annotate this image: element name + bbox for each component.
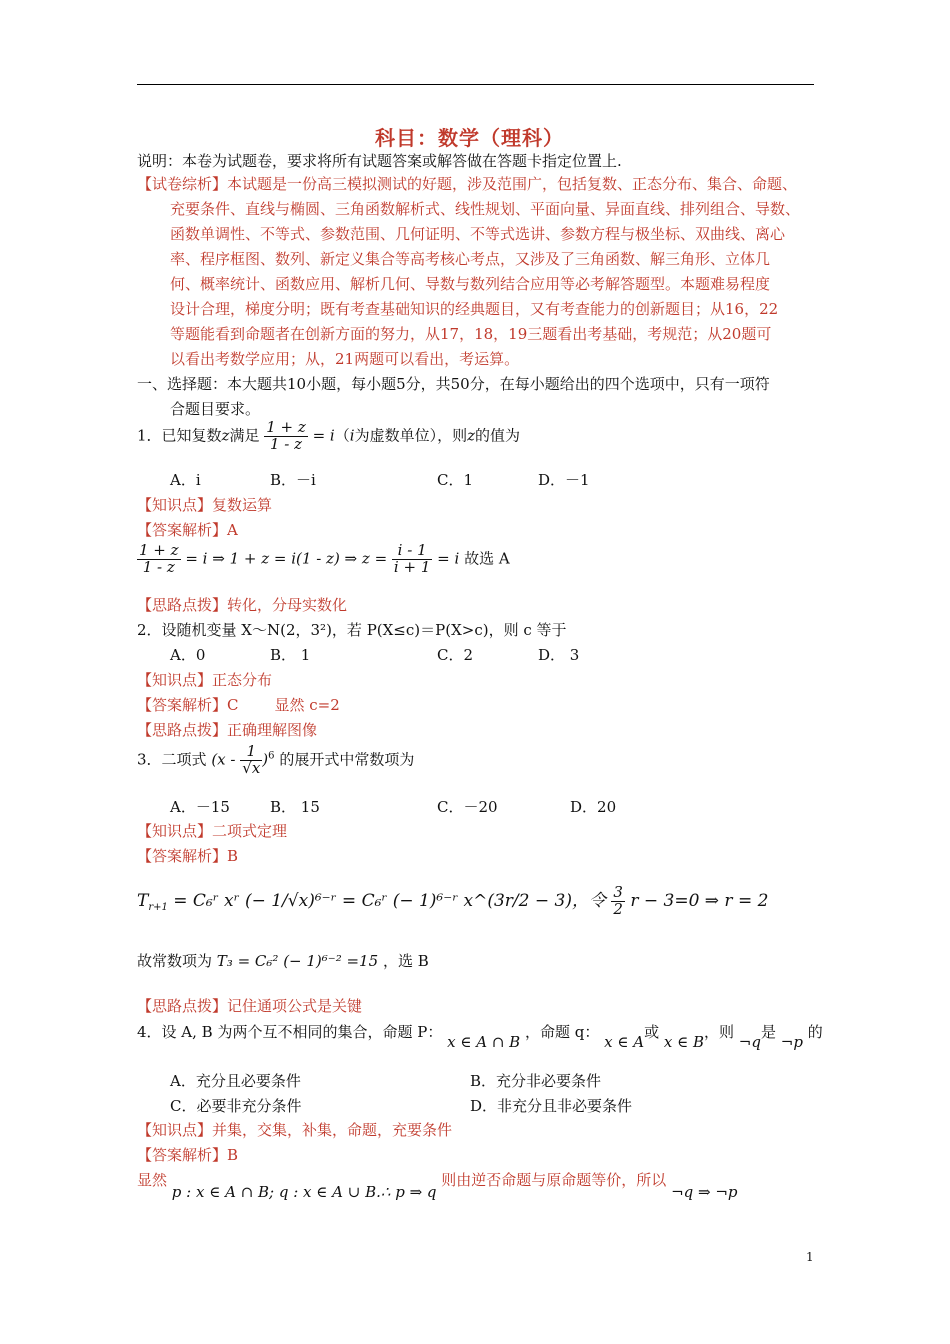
q4-option-c: C．必要非充分条件 bbox=[170, 1097, 302, 1115]
q2-stem: 2．设随机变量 X～N(2，3²)，若 P(X≤c)＝P(X>c)，则 c 等于 bbox=[137, 621, 567, 639]
q4-knowledge: 【知识点】并集，交集，补集，命题，充要条件 bbox=[137, 1121, 453, 1139]
q2-option-b: B． 1 bbox=[270, 646, 311, 664]
q2-tip: 【思路点拨】正确理解图像 bbox=[137, 721, 318, 739]
review-line-8: 以看出考数学应用；从，21两题可以看出，考运算。 bbox=[170, 350, 520, 368]
q4-answer: 【答案解析】B bbox=[137, 1146, 239, 1164]
q1-knowledge: 【知识点】复数运算 bbox=[137, 496, 273, 514]
review-line-5: 何、概率统计、函数应用、解析几何、导数与数列结合应用等必考解答题型。本题难易程度 bbox=[170, 275, 771, 293]
review-line-7: 等题能看到命题者在创新方面的努力，从17，18，19三题看出考基础，考规范；从20题可 bbox=[170, 325, 772, 343]
q1-option-b: B．－i bbox=[270, 471, 316, 489]
review-line-6: 设计合理，梯度分明；既有考查基础知识的经典题目，又有考查能力的创新题目；从16，22 bbox=[170, 300, 779, 318]
review-line-4: 率、程序框图、数列、新定义集合等高考核心考点，又涉及了三角函数、解三角形、立体几 bbox=[170, 250, 771, 268]
section-heading: 一、选择题：本大题共10小题，每小题5分，共50分，在每小题给出的四个选项中，只有一项符 bbox=[137, 375, 770, 393]
q1-answer: 【答案解析】A bbox=[137, 521, 238, 539]
header-rule bbox=[137, 84, 814, 85]
q3-answer: 【答案解析】B bbox=[137, 847, 239, 865]
q2-option-c: C．2 bbox=[437, 646, 474, 664]
review-line-2: 充要条件、直线与椭圆、三角函数解析式、线性规划、平面向量、异面直线、排列组合、导数、 bbox=[170, 200, 801, 218]
q4-option-b: B．充分非必要条件 bbox=[470, 1072, 602, 1090]
q3-option-a: A．－15 bbox=[170, 798, 230, 816]
q3-knowledge: 【知识点】二项式定理 bbox=[137, 822, 288, 840]
q3-option-d: D．20 bbox=[570, 798, 617, 816]
review-tag: 【试卷综析】 bbox=[137, 175, 228, 193]
q2-option-d: D． 3 bbox=[538, 646, 580, 664]
q1-tip: 【思路点拨】转化，分母实数化 bbox=[137, 596, 348, 614]
review-line-3: 函数单调性、不等式、参数范围、几何证明、不等式选讲、参数方程与极坐标、双曲线、离心 bbox=[170, 225, 786, 243]
page-number: 1 bbox=[806, 1250, 814, 1264]
q4-option-d: D．非充分且非必要条件 bbox=[470, 1097, 633, 1115]
review-line-1: 【试卷综析】本试题是一份高三模拟测试的好题，涉及范围广，包括复数、正态分布、集合、命题、 bbox=[137, 175, 798, 193]
q3-tip: 【思路点拨】记住通项公式是关键 bbox=[137, 997, 363, 1015]
q2-answer: 【答案解析】C 显然 c=2 bbox=[137, 696, 340, 714]
q1-stem: 1．已知复数z满足 $\frac{1 + z}{1 - z}$ = i（i为虚数单位），则z的值为 bbox=[137, 418, 520, 453]
page-title: 科目：数学（理科） bbox=[375, 126, 564, 150]
q1-solution: $\frac{1 + z}{1 - z}$ = i ⇒ 1 + z = i(1 - z) ⇒ z = $\frac{i - 1}{i + 1}$ = i 故选 A bbox=[139, 541, 510, 576]
q1-option-d: D．－1 bbox=[538, 471, 590, 489]
q3-option-b: B． 15 bbox=[270, 798, 320, 816]
q2-option-a: A．0 bbox=[170, 646, 206, 664]
q3-stem: 3．二项式 (x - $\frac{1}{√x}$ )$^6$ 的展开式中常数项为 bbox=[137, 742, 415, 777]
q1-option-c: C．1 bbox=[437, 471, 474, 489]
q4-stem: 4．设 A, B 为两个互不相同的集合，命题 P： x ∈ A ∩ B ，命题 q： x ∈ A或 x ∈ B，则 ¬q是 ¬p 的 bbox=[137, 1023, 823, 1051]
intro-note: 说明：本卷为试题卷，要求将所有试题答案或解答做在答题卡指定位置上. bbox=[137, 152, 622, 170]
q4-option-a: A．充分且必要条件 bbox=[170, 1072, 301, 1090]
q4-solution: 显然 p : x ∈ A ∩ B; q : x ∈ A ∪ B.∴ p ⇒ q 则由逆否命题与原命题等价，所以 ¬q ⇒ ¬p bbox=[137, 1171, 738, 1201]
q3-option-c: C．－20 bbox=[437, 798, 498, 816]
q1-fraction: $\frac{1 + z}{1 - z}$ bbox=[266, 418, 306, 453]
section-heading-cont: 合题目要求。 bbox=[170, 400, 261, 418]
q3-constant: 故常数项为 T₃ = C₆² (− 1)⁶⁻² =15 ，选 B bbox=[137, 952, 429, 970]
q1-option-a: A．i bbox=[170, 471, 201, 489]
q2-knowledge: 【知识点】正态分布 bbox=[137, 671, 273, 689]
q3-formula: $T_{r+1}$ = C₆ʳ xʳ (− 1/√x)⁶⁻ʳ = C₆ʳ (− 1)⁶⁻ʳ x^(3r/2 − 3)，令 $\frac{3}{2}$ r − 3=0 ⇒ r = 2 bbox=[137, 883, 769, 918]
